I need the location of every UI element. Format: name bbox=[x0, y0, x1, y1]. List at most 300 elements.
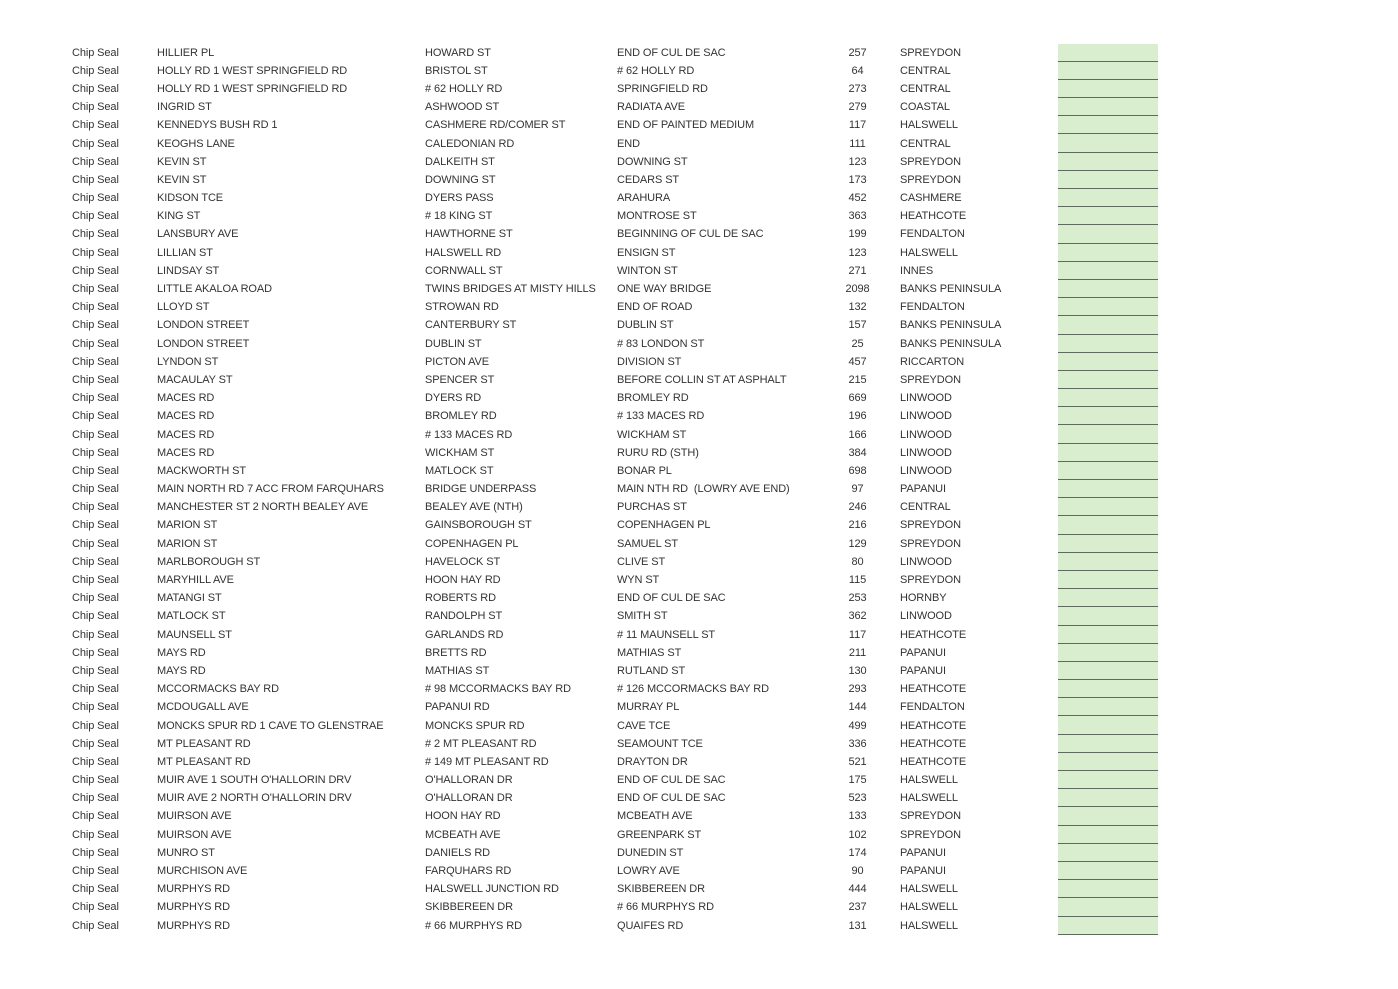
from-location-cell: BEALEY AVE (NTH) bbox=[425, 501, 523, 514]
length-cell: 523 bbox=[848, 792, 867, 805]
from-location-cell: HAVELOCK ST bbox=[425, 555, 501, 568]
ward-cell: HEATHCOTE bbox=[900, 755, 967, 768]
ward-cell: HALSWELL bbox=[900, 901, 958, 914]
treatment-cell: Chip Seal bbox=[72, 701, 119, 714]
table-row bbox=[72, 116, 1158, 134]
treatment-cell: Chip Seal bbox=[72, 246, 119, 259]
road-name-cell: MURPHYS RD bbox=[157, 883, 230, 896]
from-location-cell: TWINS BRIDGES AT MISTY HILLS bbox=[425, 283, 596, 296]
to-location-cell: BEFORE COLLIN ST AT ASPHALT bbox=[617, 373, 787, 386]
treatment-cell: Chip Seal bbox=[72, 446, 119, 459]
length-cell: 257 bbox=[848, 46, 867, 59]
road-name-cell: KEVIN ST bbox=[157, 155, 207, 168]
to-location-cell: # 66 MURPHYS RD bbox=[617, 901, 714, 914]
treatment-cell: Chip Seal bbox=[72, 501, 119, 514]
road-name-cell: MURPHYS RD bbox=[157, 919, 230, 932]
treatment-cell: Chip Seal bbox=[72, 919, 119, 932]
chipseal-schedule-table bbox=[72, 44, 1158, 935]
ward-cell: LINWOOD bbox=[900, 410, 952, 423]
table-row bbox=[72, 753, 1158, 771]
length-cell: 130 bbox=[848, 664, 867, 677]
from-location-cell: GARLANDS RD bbox=[425, 628, 504, 641]
table-row bbox=[72, 444, 1158, 462]
signoff-fill-cell bbox=[1058, 335, 1158, 353]
road-name-cell: MCCORMACKS BAY RD bbox=[157, 683, 279, 696]
table-row bbox=[72, 917, 1158, 935]
from-location-cell: SKIBBEREEN DR bbox=[425, 901, 513, 914]
to-location-cell: BROMLEY RD bbox=[617, 392, 689, 405]
ward-cell: PAPANUI bbox=[900, 846, 946, 859]
treatment-cell: Chip Seal bbox=[72, 410, 119, 423]
signoff-fill-cell bbox=[1058, 807, 1158, 825]
table-row bbox=[72, 335, 1158, 353]
to-location-cell: MAIN NTH RD (LOWRY AVE END) bbox=[617, 483, 790, 496]
to-location-cell: QUAIFES RD bbox=[617, 919, 684, 932]
length-cell: 117 bbox=[848, 119, 867, 132]
road-name-cell: LYNDON ST bbox=[157, 355, 219, 368]
from-location-cell: PICTON AVE bbox=[425, 355, 490, 368]
signoff-fill-cell bbox=[1058, 207, 1158, 225]
from-location-cell: DUBLIN ST bbox=[425, 337, 482, 350]
length-cell: 211 bbox=[848, 646, 867, 659]
ward-cell: CASHMERE bbox=[900, 192, 962, 205]
length-cell: 175 bbox=[848, 774, 867, 787]
road-name-cell: INGRID ST bbox=[157, 101, 212, 114]
treatment-cell: Chip Seal bbox=[72, 774, 119, 787]
ward-cell: SPREYDON bbox=[900, 46, 961, 59]
from-location-cell: ROBERTS RD bbox=[425, 592, 496, 605]
to-location-cell: DIVISION ST bbox=[617, 355, 682, 368]
ward-cell: FENDALTON bbox=[900, 301, 965, 314]
road-name-cell: KEVIN ST bbox=[157, 173, 207, 186]
from-location-cell: DOWNING ST bbox=[425, 173, 496, 186]
length-cell: 80 bbox=[851, 555, 864, 568]
from-location-cell: CANTERBURY ST bbox=[425, 319, 517, 332]
signoff-fill-cell bbox=[1058, 371, 1158, 389]
table-row bbox=[72, 644, 1158, 662]
length-cell: 452 bbox=[848, 192, 867, 205]
road-name-cell: MT PLEASANT RD bbox=[157, 755, 251, 768]
signoff-fill-cell bbox=[1058, 844, 1158, 862]
ward-cell: HALSWELL bbox=[900, 883, 958, 896]
from-location-cell: ASHWOOD ST bbox=[425, 101, 500, 114]
from-location-cell: HALSWELL RD bbox=[425, 246, 502, 259]
signoff-fill-cell bbox=[1058, 698, 1158, 716]
to-location-cell: END OF CUL DE SAC bbox=[617, 792, 726, 805]
table-row bbox=[72, 771, 1158, 789]
table-row bbox=[72, 535, 1158, 553]
to-location-cell: BEGINNING OF CUL DE SAC bbox=[617, 228, 764, 241]
length-cell: 111 bbox=[849, 137, 866, 150]
from-location-cell: HALSWELL JUNCTION RD bbox=[425, 883, 559, 896]
table-row bbox=[72, 735, 1158, 753]
signoff-fill-cell bbox=[1058, 789, 1158, 807]
to-location-cell: COPENHAGEN PL bbox=[617, 519, 711, 532]
from-location-cell: MONCKS SPUR RD bbox=[425, 719, 525, 732]
signoff-fill-cell bbox=[1058, 771, 1158, 789]
to-location-cell: # 126 MCCORMACKS BAY RD bbox=[617, 683, 769, 696]
table-row bbox=[72, 80, 1158, 98]
signoff-fill-cell bbox=[1058, 407, 1158, 425]
signoff-fill-cell bbox=[1058, 571, 1158, 589]
road-name-cell: KIDSON TCE bbox=[157, 192, 224, 205]
treatment-cell: Chip Seal bbox=[72, 464, 119, 477]
from-location-cell: # 149 MT PLEASANT RD bbox=[425, 755, 549, 768]
table-row bbox=[72, 207, 1158, 225]
signoff-fill-cell bbox=[1058, 826, 1158, 844]
table-row bbox=[72, 807, 1158, 825]
table-row bbox=[72, 98, 1158, 116]
from-location-cell: WICKHAM ST bbox=[425, 446, 495, 459]
length-cell: 117 bbox=[848, 628, 867, 641]
road-name-cell: KEOGHS LANE bbox=[157, 137, 235, 150]
signoff-fill-cell bbox=[1058, 244, 1158, 262]
ward-cell: LINWOOD bbox=[900, 610, 952, 623]
signoff-fill-cell bbox=[1058, 680, 1158, 698]
from-location-cell: HOON HAY RD bbox=[425, 574, 501, 587]
length-cell: 363 bbox=[848, 210, 867, 223]
to-location-cell: ENSIGN ST bbox=[617, 246, 676, 259]
road-name-cell: LILLIAN ST bbox=[157, 246, 213, 259]
ward-cell: HEATHCOTE bbox=[900, 737, 967, 750]
from-location-cell: CORNWALL ST bbox=[425, 264, 503, 277]
table-row bbox=[72, 462, 1158, 480]
treatment-cell: Chip Seal bbox=[72, 755, 119, 768]
from-location-cell: BRETTS RD bbox=[425, 646, 487, 659]
signoff-fill-cell bbox=[1058, 917, 1158, 935]
table-row bbox=[72, 389, 1158, 407]
ward-cell: CENTRAL bbox=[900, 501, 951, 514]
to-location-cell: END OF CUL DE SAC bbox=[617, 774, 726, 787]
signoff-fill-cell bbox=[1058, 753, 1158, 771]
signoff-fill-cell bbox=[1058, 98, 1158, 116]
ward-cell: HEATHCOTE bbox=[900, 683, 967, 696]
to-location-cell: END OF CUL DE SAC bbox=[617, 46, 726, 59]
length-cell: 698 bbox=[848, 464, 867, 477]
to-location-cell: # 83 LONDON ST bbox=[617, 337, 705, 350]
length-cell: 173 bbox=[848, 173, 867, 186]
from-location-cell: HOWARD ST bbox=[425, 46, 491, 59]
to-location-cell: ARAHURA bbox=[617, 192, 671, 205]
treatment-cell: Chip Seal bbox=[72, 537, 119, 550]
length-cell: 157 bbox=[848, 319, 867, 332]
road-name-cell: HILLIER PL bbox=[157, 46, 215, 59]
treatment-cell: Chip Seal bbox=[72, 82, 119, 95]
signoff-fill-cell bbox=[1058, 480, 1158, 498]
road-name-cell: MUIR AVE 2 NORTH O'HALLORIN DRV bbox=[157, 792, 352, 805]
to-location-cell: RUTLAND ST bbox=[617, 664, 686, 677]
length-cell: 253 bbox=[848, 592, 867, 605]
table-row bbox=[72, 498, 1158, 516]
road-name-cell: MANCHESTER ST 2 NORTH BEALEY AVE bbox=[157, 501, 369, 514]
road-name-cell: LANSBURY AVE bbox=[157, 228, 239, 241]
signoff-fill-cell bbox=[1058, 462, 1158, 480]
from-location-cell: DANIELS RD bbox=[425, 846, 491, 859]
table-row bbox=[72, 607, 1158, 625]
to-location-cell: # 133 MACES RD bbox=[617, 410, 705, 423]
signoff-fill-cell bbox=[1058, 607, 1158, 625]
treatment-cell: Chip Seal bbox=[72, 810, 119, 823]
signoff-fill-cell bbox=[1058, 626, 1158, 644]
length-cell: 216 bbox=[848, 519, 867, 532]
road-name-cell: MARYHILL AVE bbox=[157, 574, 234, 587]
table-row bbox=[72, 371, 1158, 389]
treatment-cell: Chip Seal bbox=[72, 46, 119, 59]
table-row bbox=[72, 680, 1158, 698]
table-row bbox=[72, 316, 1158, 334]
table-row bbox=[72, 898, 1158, 916]
to-location-cell: END OF ROAD bbox=[617, 301, 693, 314]
road-name-cell: MAYS RD bbox=[157, 664, 206, 677]
ward-cell: PAPANUI bbox=[900, 646, 946, 659]
to-location-cell: PURCHAS ST bbox=[617, 501, 687, 514]
signoff-fill-cell bbox=[1058, 116, 1158, 134]
signoff-fill-cell bbox=[1058, 444, 1158, 462]
signoff-fill-cell bbox=[1058, 425, 1158, 443]
road-name-cell: MONCKS SPUR RD 1 CAVE TO GLENSTRAE bbox=[157, 719, 384, 732]
to-location-cell: SEAMOUNT TCE bbox=[617, 737, 703, 750]
road-name-cell: MATANGI ST bbox=[157, 592, 222, 605]
to-location-cell: END OF PAINTED MEDIUM bbox=[617, 119, 755, 132]
road-name-cell: MACES RD bbox=[157, 410, 215, 423]
ward-cell: BANKS PENINSULA bbox=[900, 283, 1002, 296]
table-row bbox=[72, 626, 1158, 644]
ward-cell: HALSWELL bbox=[900, 774, 958, 787]
length-cell: 499 bbox=[848, 719, 867, 732]
treatment-cell: Chip Seal bbox=[72, 192, 119, 205]
treatment-cell: Chip Seal bbox=[72, 883, 119, 896]
road-name-cell: MURPHYS RD bbox=[157, 901, 230, 914]
ward-cell: HORNBY bbox=[900, 592, 947, 605]
ward-cell: SPREYDON bbox=[900, 173, 961, 186]
signoff-fill-cell bbox=[1058, 44, 1158, 62]
road-name-cell: MACAULAY ST bbox=[157, 373, 233, 386]
treatment-cell: Chip Seal bbox=[72, 64, 119, 77]
road-name-cell: HOLLY RD 1 WEST SPRINGFIELD RD bbox=[157, 82, 348, 95]
table-row bbox=[72, 425, 1158, 443]
signoff-fill-cell bbox=[1058, 134, 1158, 152]
road-name-cell: MAYS RD bbox=[157, 646, 206, 659]
signoff-fill-cell bbox=[1058, 62, 1158, 80]
signoff-fill-cell bbox=[1058, 553, 1158, 571]
from-location-cell: MCBEATH AVE bbox=[425, 828, 501, 841]
from-location-cell: # 98 MCCORMACKS BAY RD bbox=[425, 683, 571, 696]
table-row bbox=[72, 844, 1158, 862]
road-name-cell: MACKWORTH ST bbox=[157, 464, 247, 477]
ward-cell: SPREYDON bbox=[900, 828, 961, 841]
ward-cell: SPREYDON bbox=[900, 519, 961, 532]
road-name-cell: LLOYD ST bbox=[157, 301, 210, 314]
road-name-cell: MACES RD bbox=[157, 428, 215, 441]
treatment-cell: Chip Seal bbox=[72, 555, 119, 568]
length-cell: 199 bbox=[848, 228, 867, 241]
length-cell: 246 bbox=[848, 501, 867, 514]
table-row bbox=[72, 716, 1158, 734]
road-name-cell: MACES RD bbox=[157, 392, 215, 405]
treatment-cell: Chip Seal bbox=[72, 337, 119, 350]
from-location-cell: # 133 MACES RD bbox=[425, 428, 513, 441]
from-location-cell: DYERS PASS bbox=[425, 192, 494, 205]
ward-cell: LINWOOD bbox=[900, 464, 952, 477]
table-row bbox=[72, 298, 1158, 316]
table-row bbox=[72, 589, 1158, 607]
length-cell: 521 bbox=[848, 755, 867, 768]
table-row bbox=[72, 880, 1158, 898]
table-row bbox=[72, 153, 1158, 171]
ward-cell: LINWOOD bbox=[900, 446, 952, 459]
signoff-fill-cell bbox=[1058, 316, 1158, 334]
to-location-cell: DOWNING ST bbox=[617, 155, 688, 168]
to-location-cell: WYN ST bbox=[617, 574, 660, 587]
from-location-cell: O'HALLORAN DR bbox=[425, 792, 513, 805]
road-name-cell: MCDOUGALL AVE bbox=[157, 701, 249, 714]
length-cell: 237 bbox=[848, 901, 867, 914]
to-location-cell: GREENPARK ST bbox=[617, 828, 702, 841]
treatment-cell: Chip Seal bbox=[72, 228, 119, 241]
road-name-cell: MARLBOROUGH ST bbox=[157, 555, 261, 568]
table-row bbox=[72, 225, 1158, 243]
treatment-cell: Chip Seal bbox=[72, 392, 119, 405]
to-location-cell: MONTROSE ST bbox=[617, 210, 697, 223]
length-cell: 669 bbox=[848, 392, 867, 405]
length-cell: 25 bbox=[851, 337, 864, 350]
signoff-fill-cell bbox=[1058, 280, 1158, 298]
road-name-cell: KENNEDYS BUSH RD 1 bbox=[157, 119, 278, 132]
ward-cell: LINWOOD bbox=[900, 555, 952, 568]
ward-cell: HALSWELL bbox=[900, 919, 958, 932]
length-cell: 129 bbox=[848, 537, 867, 550]
to-location-cell: BONAR PL bbox=[617, 464, 672, 477]
to-location-cell: SAMUEL ST bbox=[617, 537, 679, 550]
signoff-fill-cell bbox=[1058, 389, 1158, 407]
to-location-cell: CLIVE ST bbox=[617, 555, 666, 568]
ward-cell: SPREYDON bbox=[900, 155, 961, 168]
length-cell: 97 bbox=[851, 483, 864, 496]
from-location-cell: MATLOCK ST bbox=[425, 464, 494, 477]
signoff-fill-cell bbox=[1058, 716, 1158, 734]
from-location-cell: PAPANUI RD bbox=[425, 701, 490, 714]
treatment-cell: Chip Seal bbox=[72, 592, 119, 605]
from-location-cell: STROWAN RD bbox=[425, 301, 499, 314]
road-name-cell: LINDSAY ST bbox=[157, 264, 220, 277]
ward-cell: HALSWELL bbox=[900, 792, 958, 805]
length-cell: 144 bbox=[848, 701, 867, 714]
treatment-cell: Chip Seal bbox=[72, 646, 119, 659]
treatment-cell: Chip Seal bbox=[72, 428, 119, 441]
from-location-cell: MATHIAS ST bbox=[425, 664, 490, 677]
treatment-cell: Chip Seal bbox=[72, 865, 119, 878]
signoff-fill-cell bbox=[1058, 535, 1158, 553]
from-location-cell: DALKEITH ST bbox=[425, 155, 495, 168]
length-cell: 271 bbox=[848, 264, 867, 277]
to-location-cell: ONE WAY BRIDGE bbox=[617, 283, 712, 296]
treatment-cell: Chip Seal bbox=[72, 283, 119, 296]
treatment-cell: Chip Seal bbox=[72, 628, 119, 641]
ward-cell: HEATHCOTE bbox=[900, 628, 967, 641]
treatment-cell: Chip Seal bbox=[72, 173, 119, 186]
from-location-cell: SPENCER ST bbox=[425, 373, 495, 386]
length-cell: 166 bbox=[848, 428, 867, 441]
ward-cell: HEATHCOTE bbox=[900, 719, 967, 732]
ward-cell: SPREYDON bbox=[900, 574, 961, 587]
table-row bbox=[72, 280, 1158, 298]
to-location-cell: END bbox=[617, 137, 640, 150]
length-cell: 457 bbox=[848, 355, 867, 368]
from-location-cell: HOON HAY RD bbox=[425, 810, 501, 823]
ward-cell: LINWOOD bbox=[900, 392, 952, 405]
treatment-cell: Chip Seal bbox=[72, 574, 119, 587]
ward-cell: PAPANUI bbox=[900, 664, 946, 677]
signoff-fill-cell bbox=[1058, 589, 1158, 607]
to-location-cell: SMITH ST bbox=[617, 610, 668, 623]
table-row bbox=[72, 244, 1158, 262]
ward-cell: CENTRAL bbox=[900, 82, 951, 95]
table-row bbox=[72, 516, 1158, 534]
road-name-cell: MUNRO ST bbox=[157, 846, 215, 859]
signoff-fill-cell bbox=[1058, 171, 1158, 189]
treatment-cell: Chip Seal bbox=[72, 683, 119, 696]
road-name-cell: MARION ST bbox=[157, 537, 218, 550]
ward-cell: FENDALTON bbox=[900, 228, 965, 241]
table-row bbox=[72, 480, 1158, 498]
signoff-fill-cell bbox=[1058, 262, 1158, 280]
road-name-cell: MAUNSELL ST bbox=[157, 628, 232, 641]
length-cell: 279 bbox=[848, 101, 867, 114]
from-location-cell: # 18 KING ST bbox=[425, 210, 493, 223]
to-location-cell: END OF CUL DE SAC bbox=[617, 592, 726, 605]
length-cell: 293 bbox=[848, 683, 867, 696]
treatment-cell: Chip Seal bbox=[72, 373, 119, 386]
from-location-cell: BRIDGE UNDERPASS bbox=[425, 483, 537, 496]
length-cell: 115 bbox=[848, 574, 867, 587]
signoff-fill-cell bbox=[1058, 225, 1158, 243]
treatment-cell: Chip Seal bbox=[72, 828, 119, 841]
table-row bbox=[72, 826, 1158, 844]
table-row bbox=[72, 44, 1158, 62]
ward-cell: SPREYDON bbox=[900, 373, 961, 386]
signoff-fill-cell bbox=[1058, 516, 1158, 534]
road-name-cell: MARION ST bbox=[157, 519, 218, 532]
road-name-cell: MURCHISON AVE bbox=[157, 865, 248, 878]
from-location-cell: CALEDONIAN RD bbox=[425, 137, 515, 150]
length-cell: 2098 bbox=[845, 283, 870, 296]
treatment-cell: Chip Seal bbox=[72, 137, 119, 150]
from-location-cell: DYERS RD bbox=[425, 392, 482, 405]
from-location-cell: # 2 MT PLEASANT RD bbox=[425, 737, 537, 750]
treatment-cell: Chip Seal bbox=[72, 210, 119, 223]
road-name-cell: LONDON STREET bbox=[157, 337, 250, 350]
to-location-cell: RADIATA AVE bbox=[617, 101, 685, 114]
length-cell: 64 bbox=[851, 64, 864, 77]
ward-cell: HALSWELL bbox=[900, 119, 958, 132]
ward-cell: PAPANUI bbox=[900, 865, 946, 878]
from-location-cell: CASHMERE RD/COMER ST bbox=[425, 119, 566, 132]
treatment-cell: Chip Seal bbox=[72, 155, 119, 168]
treatment-cell: Chip Seal bbox=[72, 792, 119, 805]
from-location-cell: BROMLEY RD bbox=[425, 410, 497, 423]
table-row bbox=[72, 262, 1158, 280]
road-name-cell: MACES RD bbox=[157, 446, 215, 459]
signoff-fill-cell bbox=[1058, 498, 1158, 516]
table-row bbox=[72, 134, 1158, 152]
signoff-fill-cell bbox=[1058, 880, 1158, 898]
from-location-cell: HAWTHORNE ST bbox=[425, 228, 513, 241]
table-row bbox=[72, 407, 1158, 425]
from-location-cell: # 62 HOLLY RD bbox=[425, 82, 503, 95]
treatment-cell: Chip Seal bbox=[72, 719, 119, 732]
signoff-fill-cell bbox=[1058, 898, 1158, 916]
length-cell: 336 bbox=[848, 737, 867, 750]
